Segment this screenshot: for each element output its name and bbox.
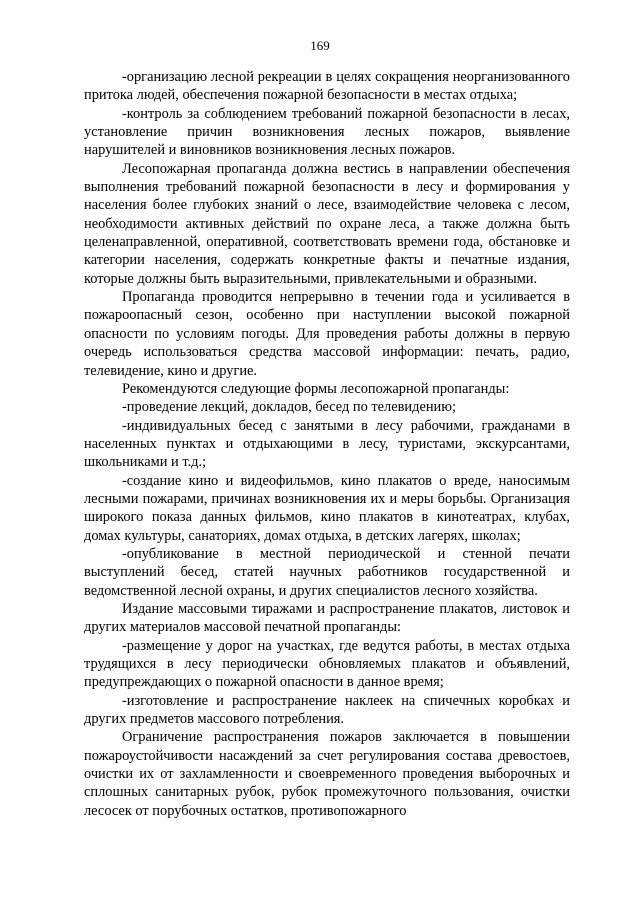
paragraph: -организацию лесной рекреации в целях сокращения неорганизованного притока людей, обеспечения пожарной безопасности в местах отдыха; [84,69,570,104]
paragraph: Рекомендуются следующие формы лесопожарной пропаганды: [122,380,510,397]
paragraph: -проведение лекций, докладов, бесед по телевидению; [122,399,456,416]
paragraph: Лесопожарная пропаганда должна вестись в направлении обеспечения выполнения требований пожарной безопасности в лесу и формирования у населения более глубоких знаний о лесе, взаимодействие человека с лесом, необходимости активных действий по охране леса, а также должна быть целенаправленной, оперативной, соответствовать времени года, обстановке и категории населения, содержать конкретные факты и печатные издания, которые должны быть выразительными, привлекательными и образными. [84,160,570,287]
page-number: 169 [310,38,330,53]
paragraph: -изготовление и распространение наклеек на спичечных коробках и других предметов массового потребления. [84,692,570,728]
page-body-text [84,68,570,820]
paragraph: Издание массовыми тиражами и распространение плакатов, листовок и других материалов массовой печатной пропаганды: [84,600,570,636]
paragraph: -контроль за соблюдением требований пожарной безопасности в лесах, установление причин возникновения лесных пожаров, выявление нарушителей и виновников возникновения лесных пожаров. [84,105,570,159]
paragraph: Пропаганда проводится непрерывно в течении года и усиливается в пожароопасный сезон, особенно при наступлении высокой пожарной опасности по условиям погоды. Для проведения работы должны в первую очередь использоваться средства массовой информации: печать, радио, телевидение, кино и другие. [84,289,570,379]
paragraph: -создание кино и видеофильмов, кино плакатов о вреде, наносимым лесными пожарами, причинах возникновения их и меры борьбы. Организация широкого показа данных фильмов, кино плакатов в кинотеатрах, клубах, домах культуры, санаториях, домах отдыха, в детских лагерях, школах; [84,472,570,544]
paragraph: Ограничение распространения пожаров заключается в повышении пожароустойчивости насаждений за счет регулирования состава древостоев, очистки их от захламленности и своевременного проведения выборочных и сплошных санитарных рубок, рубок промежуточного пользования, очистки лесосек от порубочных остатков, противопожарного [84,729,570,819]
paragraph: -размещение у дорог на участках, где ведутся работы, в местах отдыха трудящихся в лесу периодически обновляемых плакатов и объявлений, предупреждающих о пожарной опасности в данное время; [84,637,570,691]
paragraph: -опубликование в местной периодической и стенной печати выступлений бесед, статей научных работников государственной и ведомственной лесной охраны, и других специалистов лесного хозяйства. [84,545,570,599]
paragraph: -индивидуальных бесед с занятыми в лесу рабочими, гражданами в населенных пунктах и отдыхающими в лесу, туристами, экскурсантами, школьниками и т.д.; [84,417,570,471]
